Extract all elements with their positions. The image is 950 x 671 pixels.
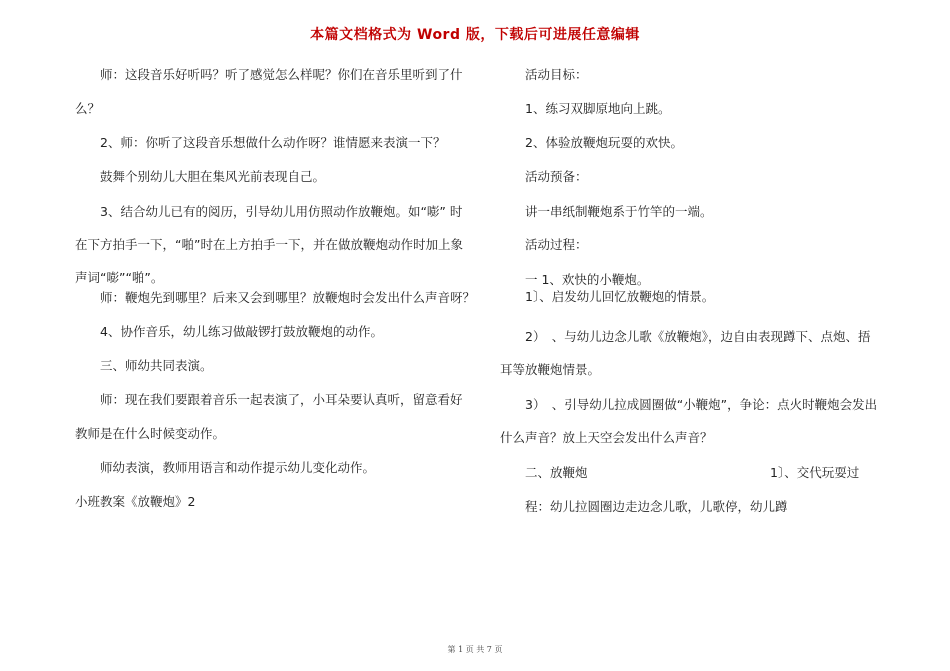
paragraph-fragment: 1〕、交代玩耍过 (770, 465, 860, 480)
paragraph-line: 师：现在我们要跟着音乐一起表演了，小耳朵要认真听，留意看好 (75, 392, 463, 407)
paragraph-line: 师：鞭炮先到哪里？后来又会到哪里？放鞭炮时会发出什么声音呀？ (75, 290, 476, 305)
paragraph-line: 1、练习双脚原地向上跳。 (500, 101, 671, 116)
paragraph-line: 师：这段音乐好听吗？听了感觉怎么样呢？你们在音乐里听到了什 (75, 67, 463, 82)
paragraph-line: 程：幼儿拉圆圈边走边念儿歌，儿歌停，幼儿蹲 (500, 499, 788, 514)
paragraph-line: 耳等放鞭炮情景。 (500, 362, 601, 377)
lesson-plan-title: 小班教案《放鞭炮》2 (75, 494, 196, 509)
section-heading-text: 二、放鞭炮 (500, 465, 588, 480)
section-heading: 活动预备： (500, 169, 588, 184)
paragraph-line: 声词“嘭”“啪”。 (75, 270, 164, 285)
section-heading: 三、师幼共同表演。 (75, 358, 213, 373)
paragraph-line: 鼓舞个别幼儿大胆在集风光前表现自己。 (75, 169, 326, 184)
section-heading: 活动目标： (500, 67, 588, 82)
paragraph-line: 3、结合幼儿已有的阅历，引导幼儿用仿照动作放鞭炮。如“嘭” 时 (75, 204, 463, 219)
paragraph-line: 在下方拍手一下，“啪”时在上方拍手一下，并在做放鞭炮动作时加上象 (75, 237, 463, 252)
paragraph-line: 教师是在什么时候变动作。 (75, 426, 226, 441)
paragraph-line: 2） 、与幼儿边念儿歌《放鞭炮》，边自由表现蹲下、点炮、捂 (500, 329, 871, 344)
paragraph-line: 1〕、启发幼儿回忆放鞭炮的情景。 (500, 289, 715, 304)
paragraph-line: 讲一串纸制鞭炮系于竹竿的一端。 (500, 204, 713, 219)
paragraph-line: 4、协作音乐，幼儿练习做敲锣打鼓放鞭炮的动作。 (75, 324, 383, 339)
paragraph-line: 什么声音？放上天空会发出什么声音？ (500, 430, 713, 445)
page-number-footer: 第 1 页 共 7 页 (447, 645, 503, 654)
paragraph-line: 师幼表演，教师用语言和动作提示幼儿变化动作。 (75, 460, 376, 475)
paragraph-line: 3） 、引导幼儿拉成圆圈做“小鞭炮”，争论：点火时鞭炮会发出 (500, 397, 878, 412)
paragraph-line: 2、师：你听了这段音乐想做什么动作呀？谁情愿来表演一下？ (75, 135, 446, 150)
paragraph-line: 2、体验放鞭炮玩耍的欢快。 (500, 135, 683, 150)
section-heading: 活动过程： (500, 237, 588, 252)
document-format-banner: 本篇文档格式为 Word 版，下载后可进展任意编辑 (310, 27, 640, 43)
section-heading (500, 465, 860, 481)
paragraph-line: 么？ (75, 101, 101, 116)
paragraph-line: 一 1、欢快的小鞭炮。 (500, 272, 650, 287)
